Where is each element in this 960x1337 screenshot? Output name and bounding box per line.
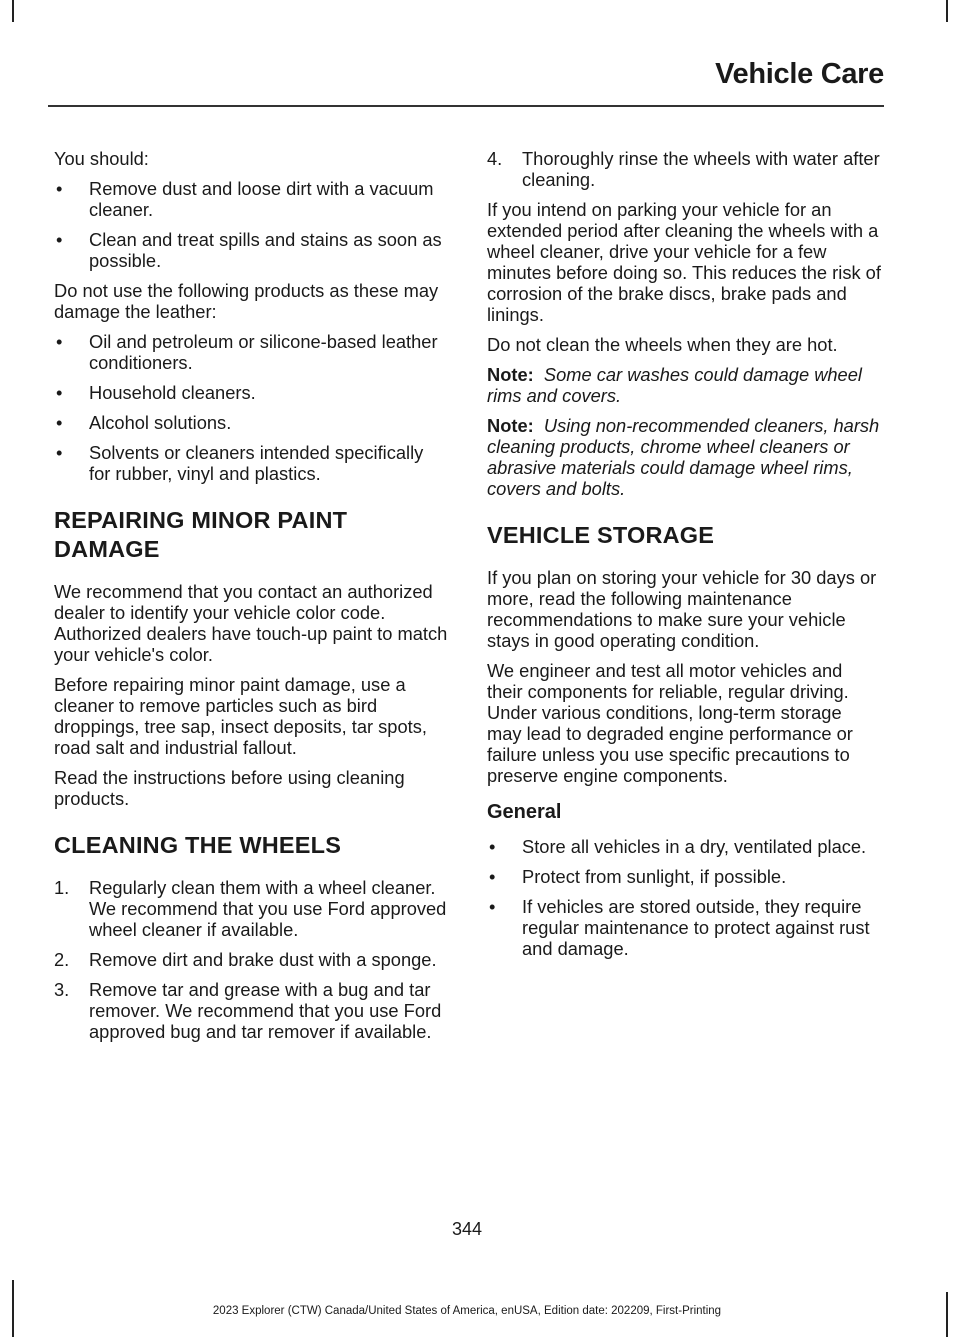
- list-item: 3. Remove tar and grease with a bug and tar remover. We recommend that you use Ford approved bug and tar remover if available.: [54, 979, 442, 1042]
- general-heading: General: [487, 801, 562, 823]
- footer-edition-info: 2023 Explorer (CTW) Canada/United States of America, enUSA, Edition date: 202209, First-Printing: [212, 1305, 722, 1317]
- general-list: [487, 836, 881, 959]
- list-item: • Protect from sunlight, if possible.: [489, 866, 787, 887]
- list-item: • If vehicles are stored outside, they require regular maintenance to protect against rust and damage.: [489, 896, 870, 959]
- wheel-steps: [54, 877, 448, 1042]
- right-column: [487, 148, 881, 968]
- bullet: •: [56, 442, 63, 463]
- list-item: 1. Regularly clean them with a wheel cleaner. We recommend that you use Ford approved wheel cleaner if available.: [54, 877, 447, 940]
- crop-mark-top-left: [12, 0, 14, 22]
- header-divider: [48, 105, 884, 107]
- page-header-title: Vehicle Care: [715, 58, 884, 90]
- list-item: • Store all vehicles in a dry, ventilated place.: [489, 836, 867, 857]
- storage-heading: VEHICLE STORAGE: [487, 522, 715, 548]
- list-item: 2. Remove dirt and brake dust with a sponge.: [54, 949, 437, 970]
- list-item: • Clean and treat spills and stains as soon as possible.: [56, 229, 442, 271]
- left-column: [54, 148, 448, 1051]
- avoid-list: [54, 331, 448, 484]
- list-item: • Oil and petroleum or silicone-based leather conditioners.: [56, 331, 438, 373]
- bullet: •: [56, 382, 63, 403]
- bullet: •: [56, 331, 63, 352]
- paint-paragraph: Read the instructions before using cleaning products.: [54, 767, 405, 809]
- should-intro: You should:: [54, 148, 149, 169]
- step-number: 1.: [54, 877, 70, 898]
- storage-paragraph: If you plan on storing your vehicle for 30 days or more, read the following maintenance recommendations to make sure your vehicle stays in good operating condition.: [487, 567, 877, 651]
- step-number: 3.: [54, 979, 70, 1000]
- step-number: 4.: [487, 148, 503, 169]
- avoid-intro: Do not use the following products as these may damage the leather:: [54, 280, 439, 322]
- note-label: Note:: [487, 415, 534, 436]
- list-item: 4. Thoroughly rinse the wheels with water after cleaning.: [487, 148, 880, 190]
- list-item: • Solvents or cleaners intended specifically for rubber, vinyl and plastics.: [56, 442, 424, 484]
- bullet: •: [56, 229, 63, 250]
- bullet: •: [489, 836, 496, 857]
- bullet: •: [489, 896, 496, 917]
- list-item: • Household cleaners.: [56, 382, 256, 403]
- step-number: 2.: [54, 949, 70, 970]
- paint-paragraph: Before repairing minor paint damage, use a cleaner to remove particles such as bird droppings, tree sap, insect deposits, tar spots, road salt and industrial fallout.: [54, 674, 427, 758]
- paint-heading: REPAIRING MINOR PAINT DAMAGE: [54, 507, 348, 562]
- list-item: • Remove dust and loose dirt with a vacuum cleaner.: [56, 178, 434, 220]
- list-item: • Alcohol solutions.: [56, 412, 232, 433]
- wheels-paragraph: Do not clean the wheels when they are hot.: [487, 334, 838, 355]
- paint-paragraph: We recommend that you contact an authorized dealer to identify your vehicle color code. Authorized dealers have touch-up paint to match your vehicle's color.: [54, 581, 448, 665]
- bullet: •: [56, 412, 63, 433]
- wheels-paragraph: If you intend on parking your vehicle for an extended period after cleaning the wheels with a wheel cleaner, drive your vehicle for a few minutes before doing so. This reduces the risk of corrosion of the brake discs, brake pads and linings.: [487, 199, 881, 325]
- note-label: Note:: [487, 364, 534, 385]
- page-number: 344: [451, 1219, 483, 1239]
- bullet: •: [489, 866, 496, 887]
- storage-paragraph: We engineer and test all motor vehicles and their components for reliable, regular driving. Under various conditions, long-term storage may lead to degraded engine performance or failure unless you use specific precautions to preserve engine components.: [487, 660, 853, 786]
- crop-mark-top-right: [946, 0, 948, 22]
- wheels-heading: CLEANING THE WHEELS: [54, 832, 342, 858]
- note: Note: Using non-recommended cleaners, harsh cleaning products, chrome wheel cleaners or abrasive materials could damage wheel rims, covers and bolts.: [487, 415, 880, 499]
- wheel-steps-continued: [487, 148, 881, 190]
- note: Note: Some car washes could damage wheel rims and covers.: [487, 364, 862, 406]
- crop-mark-bottom-right: [946, 1292, 948, 1337]
- should-list: [54, 178, 448, 271]
- bullet: •: [56, 178, 63, 199]
